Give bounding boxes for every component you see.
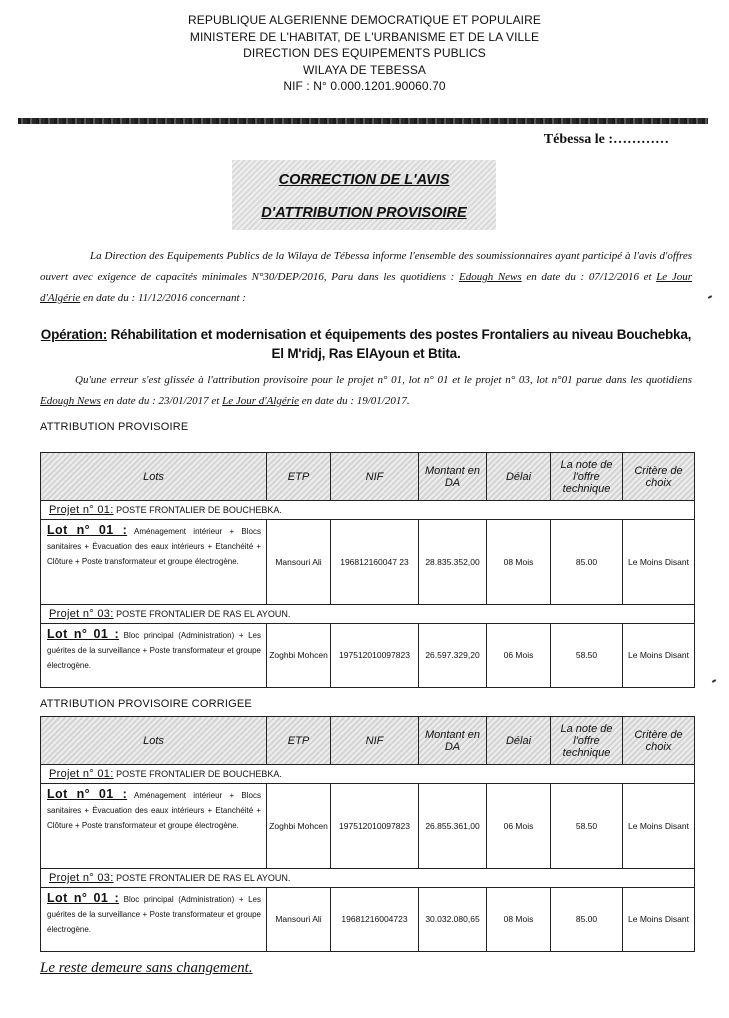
lot-description — [41, 888, 267, 952]
header-note: La note de l'offre technique — [551, 717, 623, 765]
critere-cell: Le Moins Disant — [623, 520, 695, 605]
operation-label: Opération: — [40, 327, 108, 342]
etp-cell: Mansouri Ali — [267, 888, 331, 952]
header-etp: ETP — [267, 453, 331, 501]
critere-cell: Le Moins Disant — [623, 624, 695, 688]
project-name: POSTE FRONTALIER DE RAS EL AYOUN. — [113, 873, 291, 883]
nif-cell: 196812160047 23 — [331, 520, 419, 605]
note-cell: 58.50 — [551, 784, 623, 869]
header-divider — [18, 118, 708, 124]
header-note: La note de l'offre technique — [551, 453, 623, 501]
montant-cell: 26.855.361,00 — [419, 784, 487, 869]
erreur-paragraph — [40, 370, 692, 412]
header-etp: ETP — [267, 717, 331, 765]
critere-cell: Le Moins Disant — [623, 888, 695, 952]
scan-speck — [712, 679, 716, 683]
newspaper-edough-news: Edough News — [40, 395, 101, 407]
header-delai: Délai — [487, 717, 551, 765]
title-line-1: CORRECTION DE L'AVIS — [278, 172, 450, 188]
project-name: POSTE FRONTALIER DE BOUCHEBKA. — [113, 769, 282, 779]
lot-label: Lot n° 01 : — [47, 787, 128, 801]
header-critere: Critère de choix — [623, 453, 695, 501]
montant-cell: 30.032.080,65 — [419, 888, 487, 952]
etp-cell: Mansouri Ali — [267, 520, 331, 605]
lot-label: Lot n° 01 : — [47, 891, 120, 905]
project-name: POSTE FRONTALIER DE BOUCHEBKA. — [113, 505, 282, 515]
header-critere: Critère de choix — [623, 717, 695, 765]
project-row — [41, 605, 695, 624]
footer-note: Le reste demeure sans changement. — [40, 960, 253, 976]
note-cell: 85.00 — [551, 888, 623, 952]
header-lots: Lots — [41, 717, 267, 765]
delai-cell: 06 Mois — [487, 624, 551, 688]
etp-cell: Zoghbi Mohcen — [267, 624, 331, 688]
header-delai: Délai — [487, 453, 551, 501]
lot-description — [41, 784, 267, 869]
delai-cell: 08 Mois — [487, 520, 551, 605]
note-cell: 58.50 — [551, 624, 623, 688]
intro-text-3: en date du : 11/12/2016 concernant : — [80, 292, 246, 304]
operation-text: Réhabilitation et modernisation et équipements des postes Frontaliers au niveau Bouchebka, El M'ridj, Ras ElAyoun et Btita. — [107, 327, 692, 361]
montant-cell: 26.597.329,20 — [419, 624, 487, 688]
delai-cell: 06 Mois — [487, 784, 551, 869]
nif-cell: 197512010097823 — [331, 624, 419, 688]
lot-row — [41, 888, 695, 952]
lot-description — [41, 520, 267, 605]
project-name: POSTE FRONTALIER DE RAS EL AYOUN. — [113, 609, 291, 619]
date-line: Tébessa le :………… — [543, 132, 669, 147]
lot-text: Bloc principal (Administration) + Les guérites de la surveillance + Poste transformateur et groupe électrogène. — [47, 895, 261, 934]
table-header-row — [41, 453, 695, 501]
title-line-2: D'ATTRIBUTION PROVISOIRE — [261, 205, 467, 221]
header-nif: NIF — [331, 453, 419, 501]
scan-speck — [708, 295, 712, 299]
header-montant: Montant en DA — [419, 453, 487, 501]
lot-row — [41, 520, 695, 605]
lot-label: Lot n° 01 : — [47, 627, 120, 641]
header-direction: DIRECTION DES EQUIPEMENTS PUBLICS — [243, 46, 486, 60]
project-row — [41, 869, 695, 888]
erreur-text-2: en date du : 23/01/2017 et — [100, 395, 223, 407]
project-label: Projet n° 03: — [49, 872, 114, 884]
intro-paragraph — [40, 246, 692, 309]
erreur-text-3: en date du : 19/01/2017. — [299, 395, 410, 407]
lot-description — [41, 624, 267, 688]
delai-cell: 08 Mois — [487, 888, 551, 952]
attribution-table — [40, 452, 695, 688]
operation-statement — [40, 325, 692, 363]
table-header-row — [41, 717, 695, 765]
nif-cell: 19681216004723 — [331, 888, 419, 952]
intro-text-2: en date du : 07/12/2016 et — [521, 271, 657, 283]
montant-cell: 28.835.352,00 — [419, 520, 487, 605]
project-label: Projet n° 01: — [49, 768, 114, 780]
newspaper-le-jour: Le Jour d'Algérie — [40, 271, 692, 304]
lot-row — [41, 624, 695, 688]
lot-text: Aménagement intérieur + Blocs sanitaires + Évacuation des eaux intérieurs + Etanchéité + Clôture + Poste transformateur et groupe électrogène. — [47, 791, 261, 830]
newspaper-le-jour: Le Jour d'Algérie — [222, 395, 300, 407]
project-row — [41, 765, 695, 784]
newspaper-edough-news: Edough News — [458, 271, 522, 283]
header-republic: REPUBLIQUE ALGERIENNE DEMOCRATIQUE ET POPULAIRE — [187, 13, 541, 27]
section-label-corrigee: ATTRIBUTION PROVISOIRE CORRIGEE — [40, 698, 252, 710]
title-box — [232, 160, 496, 230]
etp-cell: Zoghbi Mohcen — [267, 784, 331, 869]
attribution-corrigee-table — [40, 716, 695, 952]
header-nif: NIF : N° 0.000.1201.90060.70 — [283, 79, 446, 93]
erreur-text-1: Qu'une erreur s'est glissée à l'attribution provisoire pour le projet n° 01, lot n° 01 et le projet n° 03, lot n°01 parue dans les quotidiens — [75, 374, 692, 386]
header-lots: Lots — [41, 453, 267, 501]
header-ministry: MINISTERE DE L'HABITAT, DE L'URBANISME ET DE LA VILLE — [189, 29, 540, 44]
project-label: Projet n° 03: — [49, 608, 114, 620]
header-nif: NIF — [331, 717, 419, 765]
project-label: Projet n° 01: — [49, 504, 114, 516]
critere-cell: Le Moins Disant — [623, 784, 695, 869]
lot-text: Aménagement intérieur + Blocs sanitaires + Évacuation des eaux intérieurs + Etanchéité + Clôture + Poste transformateur et groupe électrogène. — [47, 527, 261, 566]
intro-text-1: La Direction des Equipements Publics de la Wilaya de Tébessa informe l'ensemble des soumissionnaires ayant participé à l'avis d'offres ouvert avec exigence de capacités minimales N°30/DEP/2016, Paru dans les quotidiens : — [40, 250, 692, 283]
header-wilaya: WILAYA DE TEBESSA — [302, 62, 427, 77]
lot-label: Lot n° 01 : — [47, 523, 128, 537]
header-montant: Montant en DA — [419, 717, 487, 765]
project-row — [41, 501, 695, 520]
note-cell: 85.00 — [551, 520, 623, 605]
lot-row — [41, 784, 695, 869]
document-header — [0, 12, 729, 95]
nif-cell: 197512010097823 — [331, 784, 419, 869]
section-label-attribution: ATTRIBUTION PROVISOIRE — [40, 421, 189, 433]
lot-text: Bloc principal (Administration) + Les guérites de la surveillance + Poste transformateur et groupe électrogène. — [47, 631, 261, 670]
